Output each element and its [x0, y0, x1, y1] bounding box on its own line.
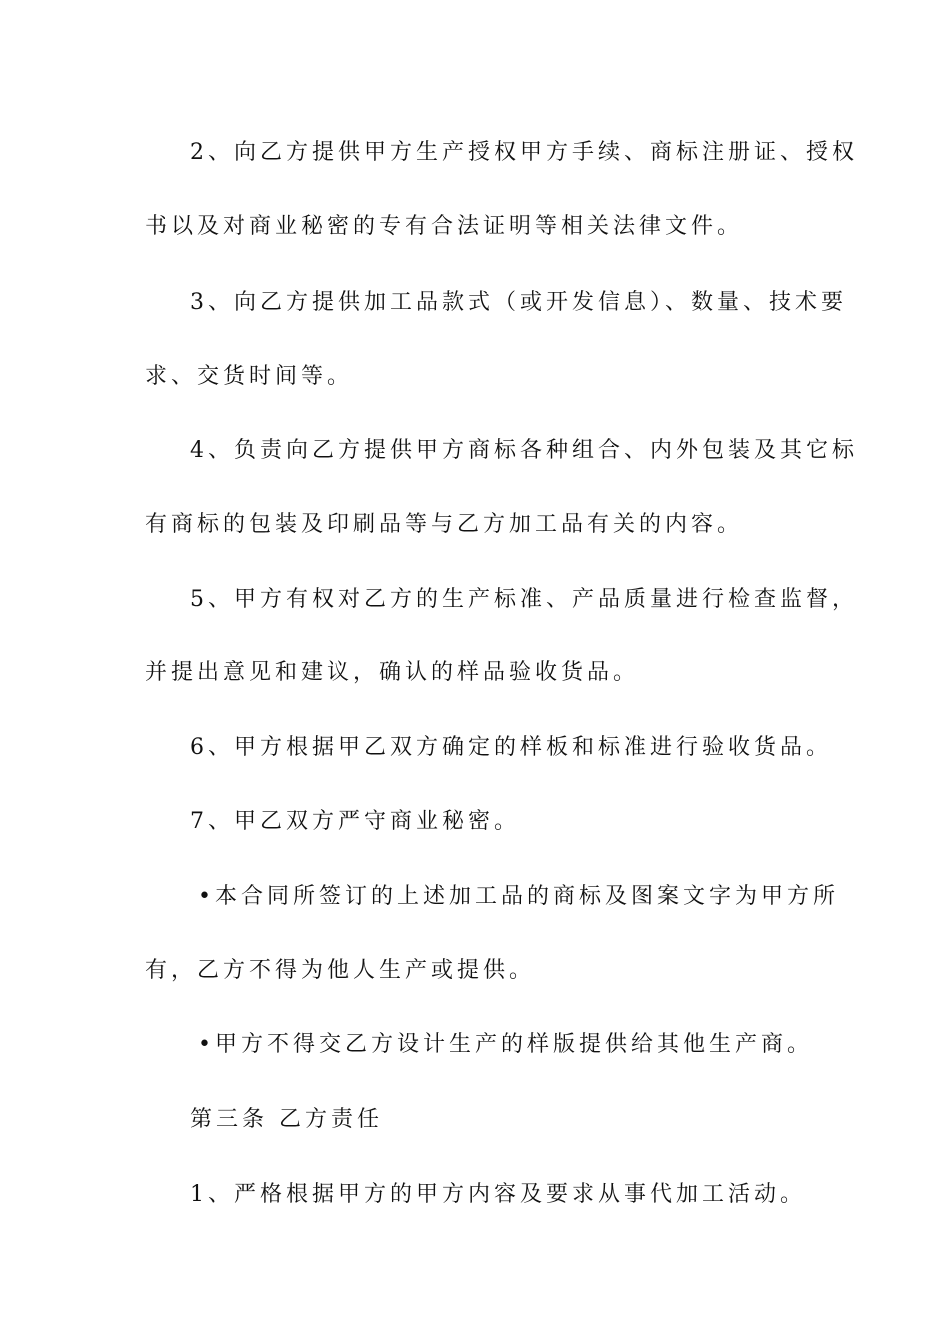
section-heading: 第三条 乙方责任: [190, 1107, 383, 1132]
paragraph-line: 3、向乙方提供加工品款式（或开发信息）、数量、技术要: [190, 290, 847, 315]
paragraph-line: 有商标的包装及印刷品等与乙方加工品有关的内容。: [145, 512, 744, 537]
paragraph-line: 5、甲方有权对乙方的生产标准、产品质量进行检查监督，: [190, 587, 858, 612]
paragraph-line: 有，乙方不得为他人生产或提供。: [145, 958, 536, 983]
paragraph-line: 书以及对商业秘密的专有合法证明等相关法律文件。: [145, 214, 744, 239]
bullet-line: •甲方不得交乙方设计生产的样版提供给其他生产商。: [198, 1032, 813, 1057]
paragraph-line: 2、向乙方提供甲方生产授权甲方手续、商标注册证、授权: [190, 140, 858, 165]
bullet-line: •本合同所签订的上述加工品的商标及图案文字为甲方所: [198, 884, 839, 909]
paragraph-line: 求、交货时间等。: [145, 364, 354, 389]
paragraph-line: 1、严格根据甲方的甲方内容及要求从事代加工活动。: [190, 1182, 806, 1207]
paragraph-line: 4、负责向乙方提供甲方商标各种组合、内外包装及其它标: [190, 438, 858, 463]
paragraph-line: 并提出意见和建议，确认的样品验收货品。: [145, 660, 640, 685]
paragraph-line: 7、甲乙双方严守商业秘密。: [190, 809, 520, 834]
paragraph-line: 6、甲方根据甲乙双方确定的样板和标准进行验收货品。: [190, 735, 832, 760]
